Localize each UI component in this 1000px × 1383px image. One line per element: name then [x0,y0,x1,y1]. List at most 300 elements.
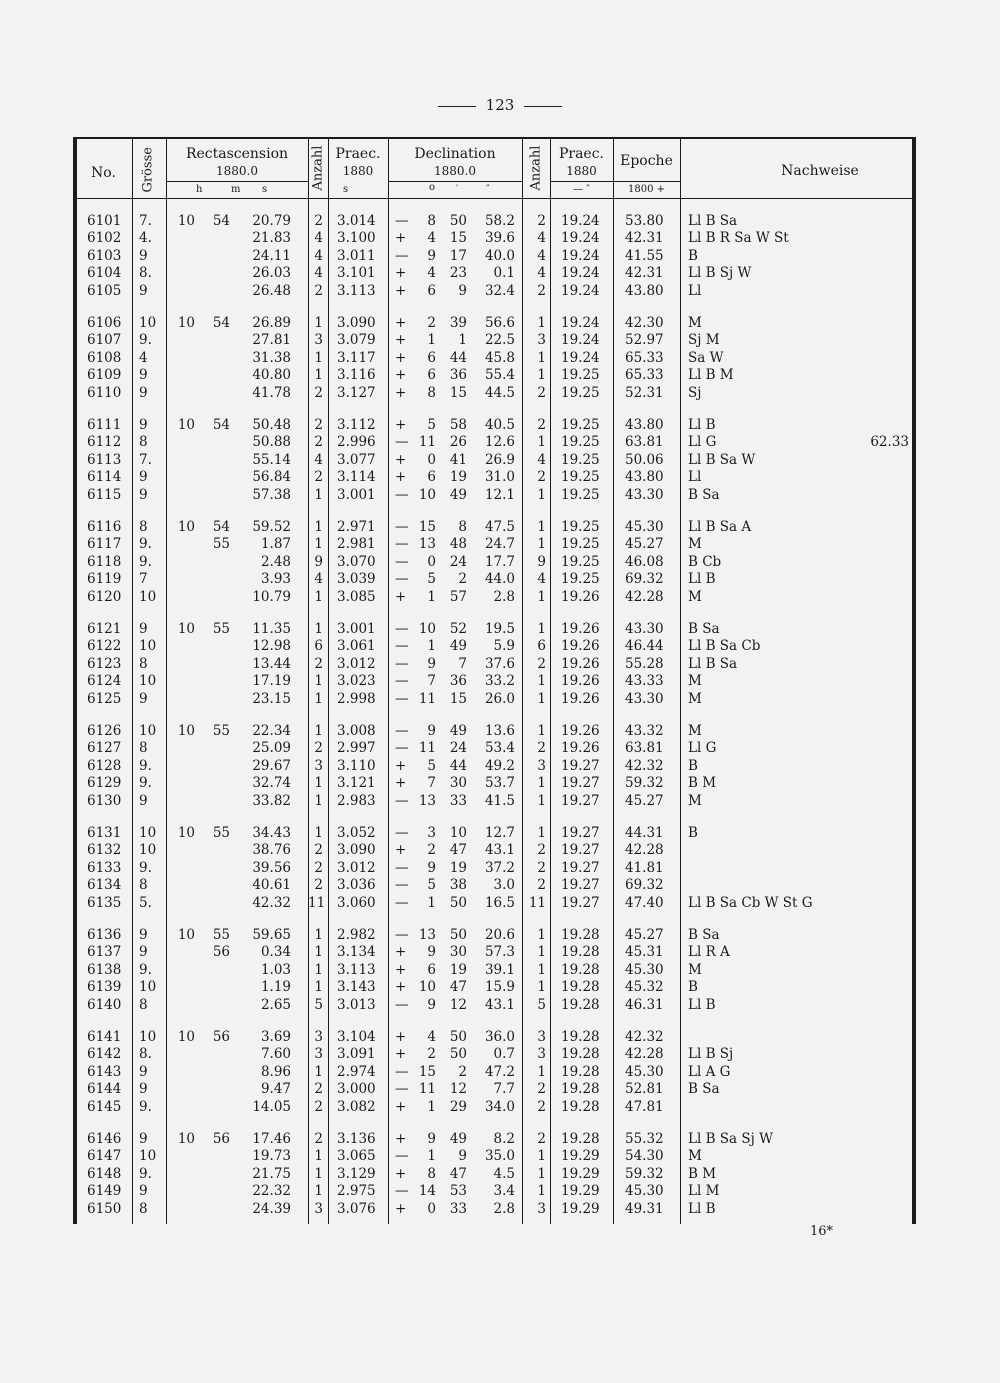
cell-sign: + [395,757,407,774]
cell-dec-d: 1 [427,588,436,605]
cell-mag: 8. [139,1046,152,1063]
cell-ra-s: 59.65 [252,927,291,943]
cell-no: 6147 [87,1148,122,1165]
cell-ra-s: 13.44 [252,655,291,672]
cell-praec-ra: 3.077 [337,451,376,468]
cell-praec-ra: 3.012 [337,655,376,672]
cell-dec-m: 26 [449,434,467,451]
cell-no: 6118 [87,553,122,570]
cell-ra-s: 23.15 [252,690,291,707]
cell-mag: 4. [139,230,152,247]
cell-n-dec: 3 [537,1200,546,1217]
cell-praec-ra: 3.134 [337,944,376,961]
cell-dec-d: 10 [418,979,436,996]
cell-mag: 9 [139,1063,148,1080]
cell-no: 6136 [87,927,122,943]
cell-nachweise: Ll B Sj [688,1046,734,1063]
cell-ra-s: 8.96 [260,1063,291,1080]
cell-n-dec: 5 [537,996,546,1013]
cell-n-ra: 2 [314,1098,323,1115]
cell-dec-d: 13 [418,536,436,553]
cell-ra-s: 11.35 [252,621,291,637]
cell-epoche: 42.32 [625,757,664,774]
cell-dec-s: 24.7 [484,536,515,553]
cell-dec-d: 2 [427,1046,436,1063]
cell-praec-ra: 3.085 [337,588,376,605]
cell-dec-s: 26.9 [484,451,515,468]
cell-n-ra: 1 [314,588,323,605]
cell-sign: — [395,996,409,1013]
cell-n-ra: 4 [314,230,323,247]
cell-mag: 8 [139,434,148,451]
cell-dec-d: 11 [418,1081,436,1098]
cell-nachweise: B [688,757,698,774]
cell-epoche: 55.32 [625,1131,664,1147]
cell-dec-m: 57 [449,588,467,605]
cell-dec-m: 49 [449,486,467,503]
cell-praec-dec: 19.28 [561,1081,600,1098]
cell-n-dec: 4 [537,247,546,264]
cell-mag: 9. [139,961,152,978]
cell-dec-m: 36 [449,367,467,384]
cell-nachweise: Sa W [688,349,724,366]
cell-n-dec: 1 [537,1148,546,1165]
cell-dec-m: 15 [449,384,467,401]
cell-n-dec: 4 [537,571,546,588]
cell-ra-s: 9.47 [260,1081,291,1098]
cell-sign: + [395,417,407,433]
cell-epoche: 47.40 [625,894,664,911]
cell-praec-ra: 3.113 [337,282,376,299]
cell-epoche: 42.28 [625,1046,664,1063]
cell-sign: — [395,1183,409,1200]
cell-epoche: 52.31 [625,384,664,401]
header-ra: Rectascension [185,146,289,162]
cell-praec-ra: 3.061 [337,638,376,655]
cell-dec-s: 7.7 [493,1081,515,1098]
cell-dec-s: 55.4 [484,367,515,384]
cell-dec-d: 15 [418,1063,436,1080]
cell-dec-m: 17 [449,247,467,264]
cell-dec-s: 39.1 [484,961,515,978]
cell-epoche: 41.81 [625,859,664,876]
cell-mag: 9 [139,384,148,401]
cell-dec-d: 9 [427,859,436,876]
cell-dec-m: 47 [449,979,467,996]
cell-ra-s: 22.32 [252,1183,291,1200]
cell-dec-m: 41 [449,451,467,468]
header-bottom-rule [75,198,916,199]
cell-nachweise: Sj M [688,332,720,349]
cell-dec-d: 11 [418,434,436,451]
cell-n-dec: 4 [537,451,546,468]
cell-no: 6129 [87,775,122,792]
cell-ra-h: 10 [177,621,195,637]
cell-mag: 9 [139,247,148,264]
cell-mag: 9 [139,792,148,809]
cell-praec-ra: 2.983 [337,792,376,809]
cell-epoche: 53.80 [625,213,664,229]
cell-nachweise: B M [688,1165,717,1182]
cell-praec-ra: 3.114 [337,469,376,486]
cell-praec-ra: 3.113 [337,961,376,978]
cell-no: 6141 [87,1029,122,1045]
cell-sign: — [395,553,409,570]
cell-epoche: 47.81 [625,1098,664,1115]
cell-n-dec: 2 [537,1098,546,1115]
cell-no: 6148 [87,1165,122,1182]
header-dash-right [524,106,562,107]
cell-praec-dec: 19.26 [561,690,600,707]
cell-praec-ra: 2.981 [337,536,376,553]
cell-praec-ra: 2.996 [337,434,376,451]
col-sep [680,137,681,1224]
cell-sign: + [395,961,407,978]
cell-dec-d: 5 [427,757,436,774]
cell-n-ra: 1 [314,775,323,792]
cell-no: 6122 [87,638,122,655]
cell-nachweise: Ll B [688,1200,716,1217]
cell-dec-m: 9 [458,1148,467,1165]
cell-dec-s: 0.1 [493,265,515,282]
cell-dec-m: 52 [449,621,467,637]
cell-dec-m: 33 [449,792,467,809]
ra-unit-m: m [231,184,241,195]
cell-ra-m: 55 [212,723,230,739]
cell-sign: + [395,588,407,605]
cell-dec-d: 10 [418,486,436,503]
cell-n-dec: 11 [528,894,546,911]
cell-mag: 8 [139,1200,148,1217]
cell-n-ra: 2 [314,282,323,299]
cell-nachweise: M [688,673,702,690]
cell-mag: 9 [139,1081,148,1098]
cell-no: 6150 [87,1200,122,1217]
cell-epoche: 42.31 [625,230,664,247]
cell-n-ra: 2 [314,740,323,757]
cell-n-ra: 9 [314,553,323,570]
cell-mag: 9 [139,469,148,486]
cell-praec-ra: 3.136 [337,1131,376,1147]
cell-dec-d: 2 [427,315,436,331]
cell-no: 6138 [87,961,122,978]
cell-no: 6112 [87,434,122,451]
cell-sign: — [395,877,409,894]
cell-mag: 7 [139,571,148,588]
cell-dec-d: 8 [427,213,436,229]
cell-no: 6124 [87,673,122,690]
cell-n-ra: 3 [314,757,323,774]
cell-sign: — [395,927,409,943]
cell-mag: 9. [139,859,152,876]
cell-ra-s: 42.32 [252,894,291,911]
header-decl: Declination [414,146,496,162]
cell-ra-s: 17.19 [252,673,291,690]
cell-sign: — [395,1063,409,1080]
cell-mag: 8 [139,877,148,894]
cell-nachweise: M [688,588,702,605]
cell-n-ra: 4 [314,451,323,468]
cell-praec-dec: 19.25 [561,486,600,503]
cell-dec-d: 9 [427,996,436,1013]
cell-praec-ra: 3.011 [337,247,376,264]
cell-nachweise: Ll [688,282,702,299]
cell-dec-m: 19 [449,859,467,876]
cell-praec-dec: 19.27 [561,894,600,911]
cell-praec-dec: 19.27 [561,842,600,859]
cell-dec-d: 5 [427,417,436,433]
cell-ra-s: 29.67 [252,757,291,774]
cell-dec-d: 14 [418,1183,436,1200]
cell-ra-m: 54 [212,213,230,229]
cell-sign: + [395,230,407,247]
cell-dec-s: 37.6 [484,655,515,672]
cell-nachweise: Ll B [688,417,716,433]
cell-n-dec: 1 [537,723,546,739]
star-catalogue-table [75,137,916,1224]
cell-nachweise: Ll B [688,996,716,1013]
cell-n-ra: 1 [314,673,323,690]
cell-praec-ra: 3.110 [337,757,376,774]
cell-sign: + [395,1029,407,1045]
cell-dec-s: 3.4 [493,1183,515,1200]
cell-dec-d: 5 [427,877,436,894]
cell-n-dec: 1 [537,979,546,996]
cell-n-ra: 2 [314,1131,323,1147]
header-anzahl: Anzahl [310,145,326,191]
decl-unit-min: ′ [456,184,459,195]
cell-dec-s: 36.0 [484,1029,515,1045]
cell-n-dec: 1 [537,1063,546,1080]
cell-ra-s: 1.87 [260,536,291,553]
cell-praec-ra: 3.000 [337,1081,376,1098]
cell-sign: + [395,282,407,299]
cell-n-dec: 2 [537,469,546,486]
cell-ra-s: 0.34 [260,944,291,961]
cell-dec-d: 6 [427,349,436,366]
cell-no: 6103 [87,247,122,264]
cell-ra-s: 2.65 [260,996,291,1013]
cell-nachweise: B Sa [688,486,720,503]
cell-note: 62.33 [870,434,909,451]
cell-ra-s: 12.98 [252,638,291,655]
cell-no: 6121 [87,621,122,637]
cell-sign: + [395,469,407,486]
cell-sign: — [395,740,409,757]
cell-mag: 8 [139,740,148,757]
cell-dec-d: 7 [427,775,436,792]
cell-sign: + [395,1098,407,1115]
cell-dec-s: 3.0 [493,877,515,894]
cell-ra-s: 32.74 [252,775,291,792]
cell-n-ra: 4 [314,265,323,282]
cell-dec-m: 47 [449,1165,467,1182]
cell-dec-s: 40.5 [484,417,515,433]
cell-dec-d: 11 [418,690,436,707]
cell-n-ra: 1 [314,961,323,978]
cell-sign: — [395,621,409,637]
cell-praec-ra: 3.001 [337,486,376,503]
cell-praec-dec: 19.24 [561,332,600,349]
cell-ra-s: 21.83 [252,230,291,247]
cell-n-dec: 3 [537,332,546,349]
cell-praec-ra: 3.012 [337,859,376,876]
col-sep [522,137,523,1224]
cell-no: 6120 [87,588,122,605]
cell-sign: + [395,1165,407,1182]
cell-praec-dec: 19.27 [561,792,600,809]
cell-dec-m: 47 [449,842,467,859]
cell-sign: — [395,247,409,264]
cell-nachweise: Ll B [688,571,716,588]
cell-n-ra: 1 [314,519,323,535]
cell-sign: — [395,571,409,588]
cell-dec-m: 38 [449,877,467,894]
cell-nachweise: Ll B Sa A [688,519,752,535]
ra-unit-rule [166,181,308,182]
header-groesse: Grösse [140,147,156,193]
cell-ra-s: 7.60 [260,1046,291,1063]
cell-epoche: 42.28 [625,588,664,605]
cell-praec-dec: 19.26 [561,673,600,690]
cell-dec-m: 49 [449,723,467,739]
cell-no: 6142 [87,1046,122,1063]
cell-ra-s: 26.03 [252,265,291,282]
cell-nachweise: Ll B M [688,367,734,384]
col-sep [132,137,133,1224]
cell-dec-s: 31.0 [484,469,515,486]
cell-dec-m: 24 [449,553,467,570]
cell-praec-ra: 3.121 [337,775,376,792]
cell-praec-dec: 19.29 [561,1148,600,1165]
cell-sign: + [395,1131,407,1147]
cell-ra-m: 55 [212,536,230,553]
header-anzahl-2: Anzahl [528,145,544,191]
cell-no: 6140 [87,996,122,1013]
cell-praec-dec: 19.24 [561,230,600,247]
cell-ra-s: 40.80 [252,367,291,384]
cell-praec-dec: 19.27 [561,877,600,894]
cell-praec-dec: 19.25 [561,384,600,401]
cell-dec-d: 9 [427,723,436,739]
cell-praec-ra: 3.001 [337,621,376,637]
cell-sign: — [395,434,409,451]
cell-nachweise: B Sa [688,621,720,637]
cell-epoche: 46.08 [625,553,664,570]
cell-mag: 9. [139,775,152,792]
cell-praec-dec: 19.24 [561,315,600,331]
cell-mag: 9 [139,367,148,384]
cell-praec-dec: 19.25 [561,417,600,433]
cell-n-ra: 2 [314,877,323,894]
cell-ra-s: 3.93 [260,571,291,588]
cell-dec-s: 49.2 [484,757,515,774]
cell-dec-d: 1 [427,1148,436,1165]
cell-n-ra: 1 [314,621,323,637]
cell-dec-d: 6 [427,469,436,486]
cell-dec-m: 48 [449,536,467,553]
cell-epoche: 45.30 [625,1063,664,1080]
cell-dec-s: 32.4 [484,282,515,299]
cell-praec-ra: 3.039 [337,571,376,588]
cell-dec-s: 22.5 [484,332,515,349]
cell-dec-s: 35.0 [484,1148,515,1165]
cell-dec-m: 7 [458,655,467,672]
cell-n-dec: 1 [537,1183,546,1200]
cell-mag: 8. [139,265,152,282]
cell-praec-dec: 19.27 [561,825,600,841]
cell-praec-dec: 19.25 [561,571,600,588]
cell-ra-m: 55 [212,825,230,841]
cell-nachweise: Ll G [688,740,717,757]
cell-dec-s: 53.4 [484,740,515,757]
cell-n-dec: 1 [537,434,546,451]
header-nachweise: Nachweise [781,163,859,179]
cell-sign: — [395,690,409,707]
cell-dec-m: 50 [449,1029,467,1045]
cell-ra-s: 31.38 [252,349,291,366]
cell-n-dec: 1 [537,367,546,384]
cell-no: 6139 [87,979,122,996]
cell-dec-d: 2 [427,842,436,859]
cell-dec-d: 9 [427,944,436,961]
cell-praec-dec: 19.25 [561,434,600,451]
cell-nachweise: B M [688,775,717,792]
cell-no: 6131 [87,825,122,841]
cell-mag: 9. [139,536,152,553]
cell-ra-s: 34.43 [252,825,291,841]
cell-no: 6119 [87,571,122,588]
cell-dec-d: 5 [427,571,436,588]
cell-dec-m: 30 [449,775,467,792]
cell-praec-dec: 19.28 [561,1046,600,1063]
cell-dec-d: 1 [427,1098,436,1115]
cell-epoche: 52.97 [625,332,664,349]
cell-mag: 8 [139,519,148,535]
cell-praec-ra: 3.143 [337,979,376,996]
cell-n-ra: 3 [314,1029,323,1045]
cell-no: 6133 [87,859,122,876]
cell-n-dec: 2 [537,655,546,672]
cell-epoche: 45.27 [625,927,664,943]
cell-n-ra: 2 [314,859,323,876]
cell-dec-m: 8 [458,519,467,535]
cell-ra-s: 2.48 [260,553,291,570]
cell-dec-d: 13 [418,792,436,809]
cell-nachweise: Ll B Sa Cb [688,638,761,655]
cell-sign: + [395,349,407,366]
cell-praec-ra: 2.982 [337,927,376,943]
cell-dec-s: 47.2 [484,1063,515,1080]
cell-ra-h: 10 [177,927,195,943]
cell-sign: + [395,1046,407,1063]
cell-dec-s: 44.0 [484,571,515,588]
cell-praec-ra: 2.974 [337,1063,376,1080]
cell-sign: — [395,792,409,809]
cell-sign: — [395,723,409,739]
cell-n-ra: 2 [314,1081,323,1098]
cell-epoche: 45.27 [625,792,664,809]
cell-dec-d: 0 [427,1200,436,1217]
cell-praec-dec: 19.27 [561,775,600,792]
cell-no: 6108 [87,349,122,366]
cell-dec-d: 9 [427,655,436,672]
cell-mag: 10 [139,315,157,331]
cell-nachweise: Ll B Sj W [688,265,752,282]
header-praec-decl-epoch: 1880 [566,164,597,178]
cell-praec-dec: 19.26 [561,621,600,637]
cell-ra-s: 56.84 [252,469,291,486]
